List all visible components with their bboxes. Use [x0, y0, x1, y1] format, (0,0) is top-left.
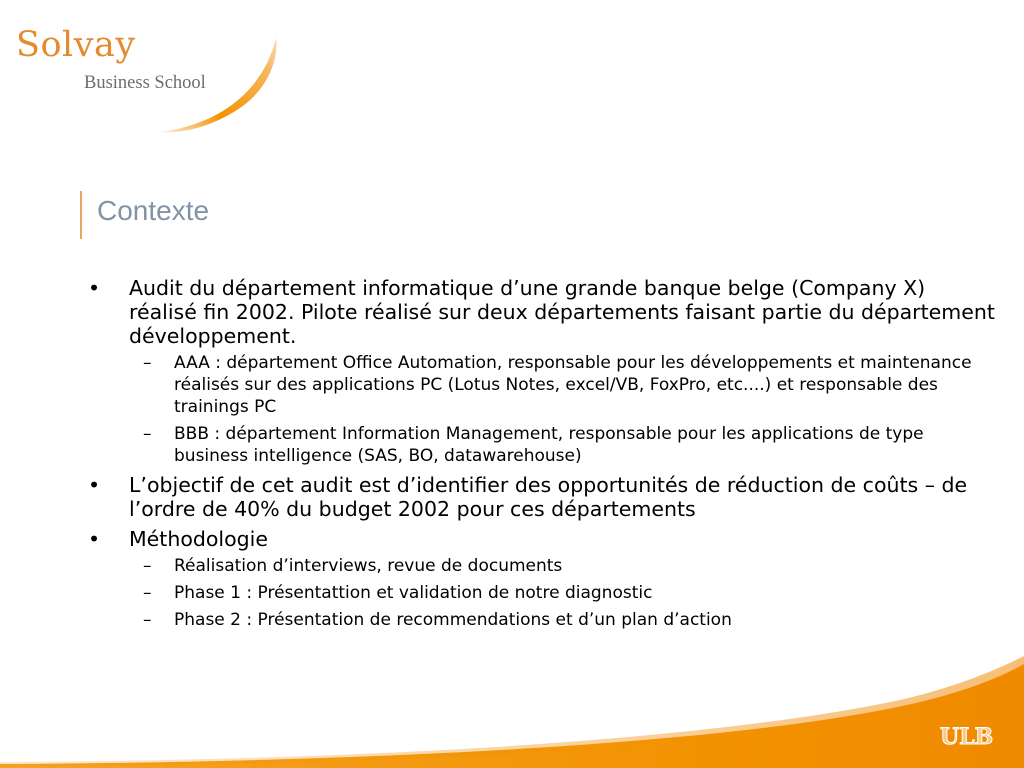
page-title: Contexte	[97, 195, 210, 226]
dash-icon: –	[143, 610, 152, 630]
bullet-item	[86, 276, 998, 467]
sub-bullet-item	[129, 582, 998, 604]
solvay-logo	[0, 0, 300, 150]
slide-content	[86, 276, 998, 637]
dash-icon: –	[143, 424, 152, 444]
dash-icon: –	[143, 353, 152, 373]
sub-bullet-item	[129, 352, 998, 418]
bullet-icon: •	[88, 276, 101, 300]
bullet-item	[86, 473, 998, 521]
dash-icon: –	[143, 583, 152, 603]
bullet-text: L’objectif de cet audit est d’identifier des opportunités de réduction de coûts – de l’ordre de 40% du budget 2002 pour ces départements	[129, 473, 968, 521]
ulb-logo: ULB	[940, 724, 994, 750]
logo-name: Solvay	[16, 25, 136, 65]
dash-icon: –	[143, 556, 152, 576]
footer-wave-icon	[0, 620, 1024, 768]
bullet-item	[86, 527, 998, 631]
sub-bullet-list	[129, 352, 998, 467]
bullet-icon: •	[88, 527, 101, 551]
title-accent-bar	[80, 191, 82, 239]
bullet-list	[86, 276, 998, 631]
sub-bullet-item	[129, 555, 998, 577]
sub-bullet-text: Phase 1 : Présentattion et validation de notre diagnostic	[174, 583, 653, 603]
sub-bullet-item	[129, 423, 998, 467]
sub-bullet-text: Phase 2 : Présentation de recommendations et d’un plan d’action	[174, 610, 732, 630]
sub-bullet-text: AAA : département Office Automation, responsable pour les développements et maintenance réalisés sur des applications PC (Lotus Notes, excel/VB, FoxPro, etc....) et responsable des trainings PC	[174, 353, 972, 417]
bullet-text: Méthodologie	[129, 527, 268, 551]
bullet-text: Audit du département informatique d’une grande banque belge (Company X) réalisé fin 2002. Pilote réalisé sur deux départements faisant partie du département développement.	[129, 276, 995, 348]
bullet-icon: •	[88, 473, 101, 497]
sub-bullet-text: BBB : département Information Management, responsable pour les applications de type business intelligence (SAS, BO, datawarehouse)	[174, 424, 924, 466]
sub-bullet-text: Réalisation d’interviews, revue de documents	[174, 556, 563, 576]
logo-subtitle: Business School	[84, 73, 206, 93]
